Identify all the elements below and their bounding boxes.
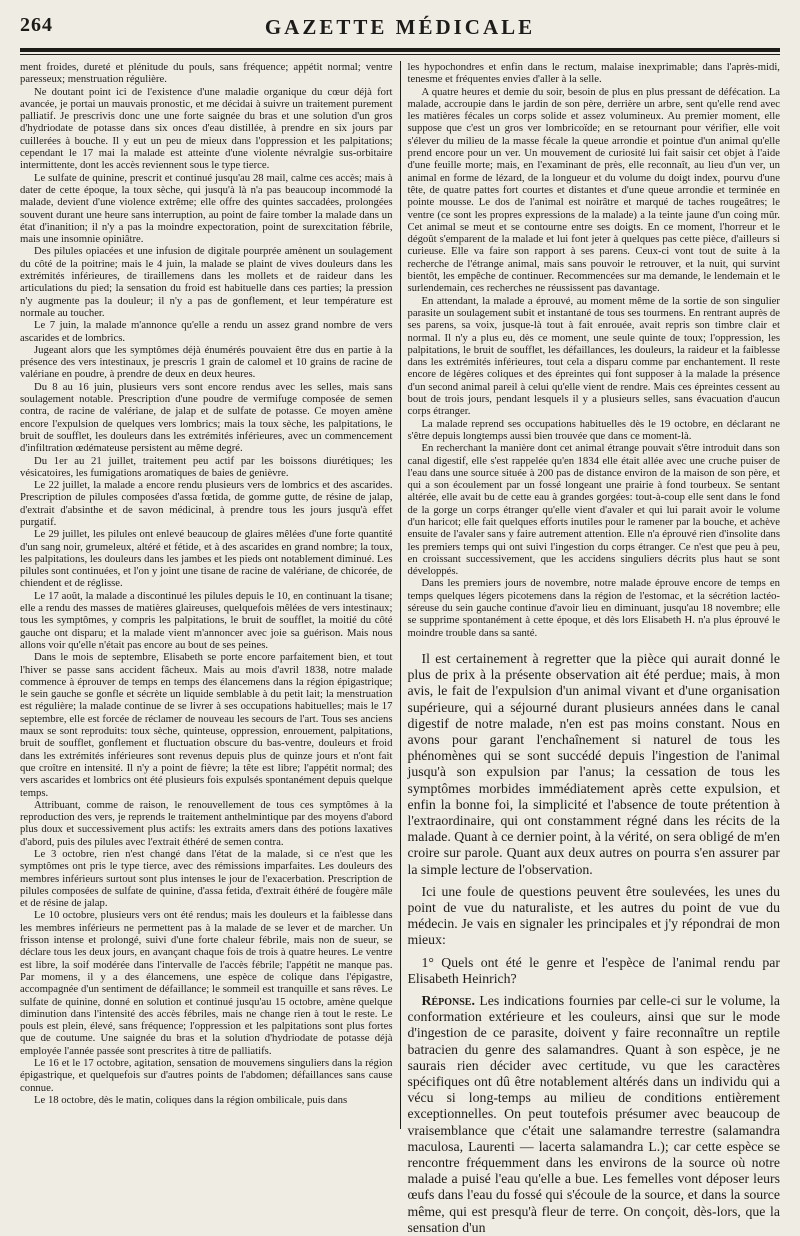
paragraph: Ici une foule de questions peuvent être soulevées, les unes du point de vue du naturaliste, et les autres du point de vue du médecin. Je vais en signaler les principales et j'y répondrai de mon mieux: bbox=[407, 883, 780, 948]
paragraph: les hypochondres et enfin dans le rectum, malaise inexprimable; dans l'après-midi, tenesme et fréquentes envies d'aller à la selle. bbox=[407, 61, 780, 86]
paragraph: Il est certainement à regretter que la pièce qui aurait donné le plus de prix à la présente observation ait été perdue; mais, à mon avis, le fait de l'expulsion d'un animal vivant et d'une organisation supérieure, qui a séjourné durant plusieurs années dans le canal digestif de notre malade, n'en est pas moins constant. Nous en avons pour garant l'enchaînement si naturel de tous les phénomènes qui se sont succédé depuis l'ingestion de l'animal jusqu'à son expulsion par l'anus; la cessation de tous les symptômes morbides immédiatement après cette expulsion, et enfin la bonne foi, la simplicité et l'absence de toute prétention à l'extraordinaire, qui ont constamment régné dans les récits de la malade. Quant à ce dernier point, à la vérité, on sera obligé de m'en croire sur parole. Quant aux deux autres on pourra s'en assurer par la simple lecture de l'observation. bbox=[407, 650, 780, 877]
paragraph: Le 7 juin, la malade m'annonce qu'elle a rendu un assez grand nombre de vers ascarides et de lombrics. bbox=[20, 319, 393, 344]
paragraph: Des pilules opiacées et une infusion de digitale pourprée amènent un soulagement du côté de la poitrine; mais le 4 juin, la malade se plaint de vives douleurs dans les extrémités inférieures, de tiraillemens dans les mollets et de raideur dans les articulations du pied; la sensation du froid est habituelle dans ces parties; la pression n'y augmente pas la douleur; il n'y a pas de gonflement, et leur température est normale au toucher. bbox=[20, 245, 393, 319]
reponse-label: Réponse. bbox=[421, 993, 475, 1009]
paragraph: Jugeant alors que les symptômes déjà énumérés pouvaient être dus en partie à la présence des vers intestinaux, je prescris 1 grain de calomel et 10 grains de racine de valériane en poudre, à prendre de deux en deux heures. bbox=[20, 343, 393, 381]
paragraph: Le 29 juillet, les pilules ont enlevé beaucoup de glaires mêlées d'une forte quantité d'un sang noir, grumeleux, altéré et fétide, et à des ascarides en grand nombre; la toux, les palpitations, les douleurs dans les jambes et les pieds ont notablement diminué. Les pilules sont continuées, et l'on y joint une tisane de racine de valériane, de chicorée, de chiendent et de réglisse. bbox=[20, 528, 393, 590]
left-column bbox=[20, 61, 393, 1129]
section-gap bbox=[407, 639, 780, 651]
paragraph: Du 8 au 16 juin, plusieurs vers sont encore rendus avec les selles, mais sans soulagement notable. Prescription d'une poudre de vermifuge composée de semen contra, de racine de valériane, de jalap et de sulfate de potasse. Ce moyen amène encore l'expulsion de quelques vers lombrics; mais la toux sèche, les palpitations, le bruit de soufflet, les douleurs dans les extrémités inférieures, avec un commencement d'infiltration œdémateuse persistent au même degré. bbox=[20, 380, 393, 455]
column-divider bbox=[400, 61, 401, 1129]
header-rule bbox=[20, 48, 780, 52]
paragraph: A quatre heures et demie du soir, besoin de plus en plus pressant de défécation. La malade, accroupie dans le jardin de son père, derrière un arbre, sent qu'elle rend avec les matières fécales un corps solide et assez volumineux. Au premier moment, elle suppose que c'est un gros ver lombricoïde; en se retournant pour vérifier, elle voit s'élever du milieu de la masse fécale la queue arrondie et pointue d'un animal qu'elle prend encore pour un ver. Un mouvement de curiosité lui fait saisir cet objet à l'aide d'une feuille morte; mais, en l'examinant de près, elle reconnaît, au lieu d'un ver, un animal en forme de lézard, de la longueur et du volume du doigt index, pourvu d'une tête, de quatre pattes fort courtes et distantes et d'une queue arrondie et terminée en pointe mousse. Le dos de l'animal est noirâtre et marqué de taches rougeâtres; le ventre (ce sont les propres expressions de la malade) a la teinte jaune d'un coing mûr. Cet animal se meut et se contourne entre ses doigts. En ce moment, l'horreur et le dégoût s'emparent de la malade et lui font jeter à quelques pas cette pièce, d'ailleurs si curieuse. Elle va faire son rapport à ses parens. Ceux-ci vont tout de suite à la recherche de l'étrange animal, mais sans pouvoir le retrouver, et la nuit, qui survint bientôt, les empêche de continuer. Recommencées sur ma demande, le lendemain et le surlendemain, ces recherches ne réussissent pas davantage. bbox=[407, 85, 780, 295]
paragraph: Attribuant, comme de raison, le renouvellement de tous ces symptômes à la reproduction des vers, je reprends le traitement anthelmintique par des moyens d'abord plus doux et successivement plus actifs: les extraits amers dans des potions laxatives d'abord, puis des pilules avec l'extrait éthéré de semen contra. bbox=[20, 798, 393, 848]
paragraph: Le 10 octobre, plusieurs vers ont été rendus; mais les douleurs et la faiblesse dans les membres inférieurs ne permettent pas à la malade de se lever et de marcher. Un frisson intense et prolongé, suivi d'une forte chaleur fébrile, mais non de sueur, se déclare tous les deux jours, en avançant chaque fois de trois à quatre heures. Le ventre est libre, la soif modérée dans l'intervalle de l'accès fébrile; l'appétit ne manque pas. Par momens, il y a des élancemens, une espèce de colique dans l'épigastre, accompagnée d'un sentiment de défaillance; le sommeil est tranquille et sans rêves. Le sulfate de quinine, donné en solution et continué jusqu'au 15 octobre, amène quelque diminution dans l'intensité des accès fébriles, mais ne change rien à tout le reste. Le pouls est plein, élevé, sans fréquence; l'oppression et les palpitations sont plus fortes que de coutume. Une saignée du bras et la solution d'hydriodate de potasse déjà employée l'année passée sont prescrites à titre de palliatifs. bbox=[20, 909, 393, 1057]
paragraph: En attendant, la malade a éprouvé, au moment même de la sortie de son singulier parasite un soulagement subit et instantané de tous ses tourmens. En rentrant auprès de ses parens, sa voix, jusque-là tout à fait enrouée, avait repris son timbre clair et normal. Il n'y a plus eu, dès ce moment, une seule quinte de toux; l'oppression, les palpitations, le bruit de soufflet, les défaillances, les douleurs, la raideur et la faiblesse dans les extrémités inférieures, tout cela a disparu comme par enchantement. Il reste encore de légères coliques et des épreintes qui font supposer à la malade la présence d'un second animal pareil à celui qu'elle vient de rendre. Mais ces épreintes cessent au bout de trois jours, pendant lesquels il y a plusieurs selles, sans évacuation d'aucun corps étranger. bbox=[407, 294, 780, 418]
paragraph: Du 1er au 21 juillet, traitement peu actif par les boissons diurétiques; les vésicatoires, les fumigations aromatiques de baies de genièvre. bbox=[20, 454, 393, 479]
text-columns bbox=[20, 61, 780, 1235]
reponse-paragraph bbox=[407, 993, 780, 1236]
journal-title: GAZETTE MÉDICALE bbox=[264, 15, 536, 39]
paragraph: Le 22 juillet, la malade a encore rendu plusieurs vers de lombrics et des ascarides. Prescription de pilules composées d'assa fœtida, de gomme gutte, de résine de jalap, d'extrait d'absinthe et de savon médicinal, à prendre tous les jours jusqu'à effet purgatif. bbox=[20, 479, 393, 528]
paragraph: Le 3 octobre, rien n'est changé dans l'état de la malade, si ce n'est que les symptômes ont pris le type tierce, avec des rémissions imparfaites. Les douleurs des membres inférieurs surtout sont plus intenses le jour de l'exacerbation. Prescription de pilules composées de sulfate de quinine, d'assa fetida, d'extrait éthéré de fougère mâle et de résine de jalap. bbox=[20, 848, 393, 910]
header-rule-thin bbox=[20, 54, 780, 55]
commentary-section bbox=[407, 651, 780, 1236]
paragraph: Le 18 octobre, dès le matin, coliques dans la région ombilicale, puis dans bbox=[34, 1093, 348, 1106]
paragraph: Le 17 août, la malade a discontinué les pilules depuis le 10, en continuant la tisane; elle a rendu des masses de matières glaireuses, quelquefois mêlées de vers intestinaux; tous les symptômes, y compris les palpitations, le bruit de soufflet, la moitié du côté gauche ont disparu; et la malade vient m'annoncer avec joie sa guérison. Mais nous allons voir qu'elle n'était pas encore au bout de ses peines. bbox=[20, 589, 393, 651]
page-number: 264 bbox=[20, 14, 53, 36]
paragraph: Le sulfate de quinine, prescrit et continué jusqu'au 28 mail, calme ces accès; mais à dater de cette époque, la toux sèche, qui jusqu'à là n'a pas beaucoup incommodé la malade, devient d'une violence extrême; elle offre des quintes saccadées, prolongées souvent durant une heure sans interruption, au point de faire tomber la malade dans un état d'inanition; il n'y a pas la moindre expectoration, point de surexcitation fébrile, mais une insomnie opiniâtre. bbox=[20, 171, 393, 246]
right-column bbox=[407, 61, 780, 1235]
reponse-text: Les indications fournies par celle-ci sur le volume, la conformation extérieure et les couleurs, ainsi que sur le mode d'ingestion de ce parasite, doivent y faire reconnaître un reptile batracien du genre des salamandres. Quant à son espèce, je ne saurais rien décider avec certitude, vu que les caractères spécifiques ont dû être notablement altérés dans un individu qui a vécu si long-temps au milieu de conditions entièrement exceptionnelles. On peut toutefois présumer avec beaucoup de vraisemblance que c'était une salamandre terrestre (salamandra maculosa, Laurenti — lacerta salamandra L.); car cette espèce se rencontre fréquemment dans les environs de la source où notre malade a puisé l'eau qu'elle a bue. Les femelles vont déposer leurs œufs dans l'eau du fossé qui s'écoule de la source, et dans la source même, qui est presqu'à fleur de terre. On conçoit, dès-lors, que la sensation d'un bbox=[407, 993, 780, 1235]
paragraph: Dans les premiers jours de novembre, notre malade éprouve encore de temps en temps quelques légers picotemens dans la région de l'estomac, et la sécrétion lactéo-séreuse du sein gauche continue d'avoir lieu en diminuant, jusqu'au 18 novembre; elle se supprime spontanément à cette époque, et dès lors Elisabeth H. n'a plus éprouvé le moindre trouble dans sa santé. bbox=[407, 577, 780, 639]
paragraph: La malade reprend ses occupations habituelles dès le 19 octobre, en déclarant ne s'être depuis longtemps aussi bien trouvée que dans ce moment-là. bbox=[407, 417, 780, 442]
question: 1° Quels ont été le genre et l'espèce de l'animal rendu par Elisabeth Heinrich? bbox=[407, 954, 780, 986]
paragraph: Ne doutant point ici de l'existence d'une maladie organique du cœur déjà fort avancée, je portai un mauvais pronostic, et me décidai à suivre un traitement purement palliatif. Je prescrivis donc une une forte saignée du bras et une solution d'un gros d'hydriodate de potasse dans six onces d'eau distillée, à prendre en six jours par cuillerées à bouche. Il y eut un peu de mieux dans l'oppression et les palpitations; cependant le 17 mai la malade est atteinte d'une violente névralgie sus-orbitaire intermittente, dont les accès reviennent sous le type tierce. bbox=[20, 85, 393, 172]
page-header bbox=[20, 14, 780, 42]
paragraph: Le 16 et le 17 octobre, agitation, sensation de mouvemens singuliers dans la région épigastrique, et quelquefois sur d'autres points de l'abdomen; défaillances sans cause connue. bbox=[20, 1057, 393, 1094]
paragraph: En recherchant la manière dont cet animal étrange pouvait s'être introduit dans son canal digestif, elle s'est rappelée qu'en 1834 elle était allée avec une cruche puiser de l'eau dans une source située à 200 pas de distance environ de la maison de son père, et qui a son écoulement par un fossé longeant une prairie à fond tourbeux. Se sentant altérée, elle avait bu de cette eau à grandes gorgées: tout-à-coup elle sent dans le fond de la gorge un corps étranger qu'elle vient d'avaler et qui lui parait avoir le volume d'un haricot; elle fait quelques efforts inutiles pour le ramener par la bouche, et achève ensuite de l'avaler sans y faire autrement attention. Elle n'a éprouvé rien d'insolite dans les premiers temps qui ont suivi l'ingestion du corps étranger. Ce n'est que peu à peu, en croissant successivement, que les accidens singuliers décrits plus haut se sont développés. bbox=[407, 442, 780, 578]
paragraph: ment froides, dureté et plénitude du pouls, sans fréquence; appétit normal; ventre paresseux; menstruation régulière. bbox=[20, 61, 393, 86]
paragraph: Dans le mois de septembre, Elisabeth se porte encore parfaitement bien, et tout l'hiver se passe sans accident fâcheux. Mais au mois d'avril 1838, notre malade commence à éprouver de temps en temps des élancemens dans la région épigastrique; le sein gauche se gonfle et sécrète un liquide semblable à du petit lait; la menstruation est régulière; la malade continue de se livrer à ses occupations habituelles; mais le 17 septembre, elle est forcée de réclamer de nouveau les secours de l'art. Tous ses anciens maux se sont reproduits: toux sèche, quinteuse, oppression, enrouement, palpitations, bruit de soufflet, gonflement et fluctuation obscure du bas-ventre, douleurs et froid dans les extrémités inférieures sont revenus depuis plus de quinze jours et n'ont fait que croître en intensité. Il n'y a point de fièvre; la tête est libre; l'appétit normal; des vers ascarides et lombrics ont été plusieurs fois expulsés spontanément depuis quelque temps. bbox=[20, 651, 393, 799]
